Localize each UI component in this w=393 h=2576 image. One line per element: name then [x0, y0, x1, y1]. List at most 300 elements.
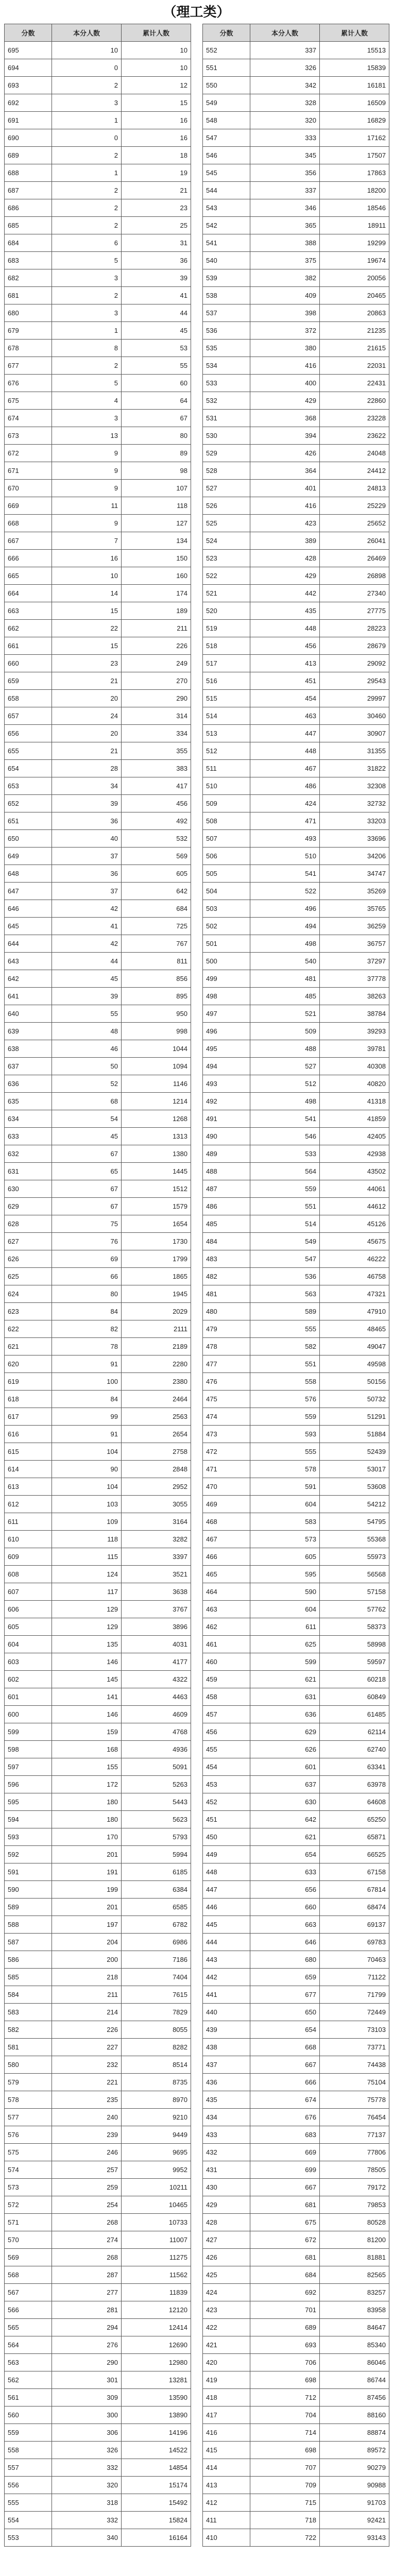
- count-cell: 201: [52, 1846, 122, 1863]
- table-row: [203, 2266, 389, 2284]
- score-cell: 488: [203, 1163, 250, 1180]
- score-cell: 644: [5, 935, 52, 953]
- count-cell: 69: [52, 1250, 122, 1268]
- cumulative-cell: 20465: [320, 287, 389, 304]
- score-cell: 673: [5, 427, 52, 445]
- table-row: [5, 322, 191, 340]
- cumulative-cell: 17162: [320, 129, 389, 147]
- table-row: [203, 2021, 389, 2039]
- score-cell: 549: [203, 94, 250, 112]
- score-cell: 423: [203, 2301, 250, 2319]
- cumulative-cell: 21235: [320, 322, 389, 340]
- count-cell: 337: [250, 42, 320, 59]
- table-row: [203, 1250, 389, 1268]
- count-cell: 527: [250, 1058, 320, 1075]
- table-row: [5, 2039, 191, 2056]
- cumulative-cell: 27340: [320, 585, 389, 602]
- count-cell: 684: [250, 2266, 320, 2284]
- count-cell: 424: [250, 795, 320, 812]
- cumulative-cell: 51884: [320, 1426, 389, 1443]
- table-row: [5, 1023, 191, 1040]
- score-cell: 682: [5, 269, 52, 287]
- count-cell: 583: [250, 1513, 320, 1531]
- table-row: [5, 287, 191, 304]
- score-cell: 435: [203, 2091, 250, 2109]
- score-cell: 460: [203, 1653, 250, 1671]
- score-cell: 447: [203, 1881, 250, 1899]
- table-row: [5, 1618, 191, 1636]
- cumulative-cell: 52439: [320, 1443, 389, 1461]
- table-row: [5, 1268, 191, 1285]
- score-cell: 429: [203, 2196, 250, 2214]
- score-cell: 542: [203, 217, 250, 234]
- count-cell: 226: [52, 2021, 122, 2039]
- cumulative-cell: 3397: [122, 1548, 191, 1566]
- count-cell: 135: [52, 1636, 122, 1653]
- score-cell: 555: [5, 2494, 52, 2512]
- count-cell: 104: [52, 1478, 122, 1496]
- cumulative-cell: 684: [122, 900, 191, 918]
- table-row: [5, 672, 191, 690]
- table-row: [203, 1566, 389, 1583]
- count-cell: 287: [52, 2266, 122, 2284]
- table-row: [5, 462, 191, 480]
- score-cell: 563: [5, 2354, 52, 2371]
- cumulative-cell: 1579: [122, 1198, 191, 1215]
- count-cell: 0: [52, 129, 122, 147]
- score-cell: 599: [5, 1723, 52, 1741]
- cumulative-cell: 42938: [320, 1145, 389, 1163]
- count-cell: 2: [52, 147, 122, 164]
- table-row: [203, 164, 389, 182]
- score-cell: 422: [203, 2319, 250, 2336]
- score-cell: 636: [5, 1075, 52, 1093]
- count-cell: 2: [52, 77, 122, 94]
- score-cell: 595: [5, 1793, 52, 1811]
- count-cell: 540: [250, 953, 320, 970]
- cumulative-cell: 16509: [320, 94, 389, 112]
- table-row: [5, 2214, 191, 2231]
- score-cell: 428: [203, 2214, 250, 2231]
- count-cell: 9: [52, 445, 122, 462]
- cumulative-cell: 2189: [122, 1338, 191, 1355]
- cumulative-cell: 70463: [320, 1951, 389, 1969]
- score-cell: 559: [5, 2424, 52, 2442]
- cumulative-cell: 53: [122, 340, 191, 357]
- table-row: [5, 812, 191, 830]
- score-cell: 467: [203, 1531, 250, 1548]
- cumulative-cell: 77806: [320, 2144, 389, 2161]
- score-cell: 510: [203, 777, 250, 795]
- cumulative-cell: 44: [122, 304, 191, 322]
- score-cell: 605: [5, 1618, 52, 1636]
- cumulative-cell: 90279: [320, 2459, 389, 2477]
- count-cell: 37: [52, 848, 122, 865]
- table-row: [203, 848, 389, 865]
- cumulative-cell: 35269: [320, 883, 389, 900]
- count-cell: 240: [52, 2109, 122, 2126]
- score-cell: 472: [203, 1443, 250, 1461]
- count-cell: 481: [250, 970, 320, 988]
- table-row: [5, 1548, 191, 1566]
- cumulative-cell: 39: [122, 269, 191, 287]
- score-cell: 485: [203, 1215, 250, 1233]
- table-row: [203, 953, 389, 970]
- table-row: [203, 340, 389, 357]
- score-cell: 482: [203, 1268, 250, 1285]
- count-cell: 625: [250, 1636, 320, 1653]
- table-row: [203, 515, 389, 532]
- count-cell: 6: [52, 234, 122, 252]
- table-row: [5, 2477, 191, 2494]
- count-cell: 3: [52, 94, 122, 112]
- cumulative-cell: 10465: [122, 2196, 191, 2214]
- table-row: [5, 2179, 191, 2196]
- count-cell: 300: [52, 2406, 122, 2424]
- score-cell: 618: [5, 1391, 52, 1408]
- cumulative-cell: 15839: [320, 59, 389, 77]
- count-cell: 100: [52, 1373, 122, 1391]
- count-cell: 276: [52, 2336, 122, 2354]
- cumulative-cell: 59597: [320, 1653, 389, 1671]
- table-row: [203, 2512, 389, 2529]
- cumulative-cell: 569: [122, 848, 191, 865]
- count-cell: 9: [52, 462, 122, 480]
- score-cell: 659: [5, 672, 52, 690]
- table-row: [5, 2371, 191, 2389]
- cumulative-cell: 2563: [122, 1408, 191, 1426]
- count-cell: 7: [52, 532, 122, 550]
- score-cell: 574: [5, 2161, 52, 2179]
- score-cell: 519: [203, 620, 250, 637]
- cumulative-cell: 334: [122, 725, 191, 742]
- score-cell: 522: [203, 567, 250, 585]
- count-cell: 595: [250, 1566, 320, 1583]
- table-row: [5, 637, 191, 655]
- table-row: [5, 725, 191, 742]
- count-cell: 1: [52, 164, 122, 182]
- table-row: [5, 988, 191, 1005]
- table-row: [5, 1951, 191, 1969]
- table-row: [203, 2389, 389, 2406]
- score-cell: 418: [203, 2389, 250, 2406]
- table-row: [5, 2459, 191, 2477]
- score-cell: 564: [5, 2336, 52, 2354]
- score-cell: 582: [5, 2021, 52, 2039]
- cumulative-cell: 1945: [122, 1285, 191, 1303]
- score-cell: 586: [5, 1951, 52, 1969]
- cumulative-cell: 22860: [320, 392, 389, 410]
- table-row: [5, 1233, 191, 1250]
- table-row: [5, 1671, 191, 1688]
- table-row: [203, 2319, 389, 2336]
- col-header-cumulative: 累计人数: [122, 24, 191, 42]
- cumulative-cell: 46758: [320, 1268, 389, 1285]
- table-row: [5, 1180, 191, 1198]
- table-row: [5, 199, 191, 217]
- table-row: [203, 655, 389, 672]
- table-row: [5, 2494, 191, 2512]
- score-cell: 617: [5, 1408, 52, 1426]
- score-cell: 492: [203, 1093, 250, 1110]
- score-cell: 494: [203, 1058, 250, 1075]
- score-cell: 556: [5, 2477, 52, 2494]
- cumulative-cell: 1313: [122, 1128, 191, 1145]
- cumulative-cell: 1094: [122, 1058, 191, 1075]
- table-row: [5, 2161, 191, 2179]
- cumulative-cell: 36259: [320, 918, 389, 935]
- cumulative-cell: 2380: [122, 1373, 191, 1391]
- score-cell: 470: [203, 1478, 250, 1496]
- table-row: [5, 1653, 191, 1671]
- count-cell: 442: [250, 585, 320, 602]
- count-cell: 683: [250, 2126, 320, 2144]
- cumulative-cell: 30907: [320, 725, 389, 742]
- count-cell: 232: [52, 2056, 122, 2074]
- count-cell: 259: [52, 2179, 122, 2196]
- cumulative-cell: 25: [122, 217, 191, 234]
- score-cell: 498: [203, 988, 250, 1005]
- score-cell: 506: [203, 848, 250, 865]
- cumulative-cell: 62740: [320, 1741, 389, 1758]
- cumulative-cell: 1865: [122, 1268, 191, 1285]
- score-cell: 631: [5, 1163, 52, 1180]
- score-cell: 668: [5, 515, 52, 532]
- score-cell: 569: [5, 2249, 52, 2266]
- cumulative-cell: 90988: [320, 2477, 389, 2494]
- table-row: [203, 1075, 389, 1093]
- cumulative-cell: 65871: [320, 1828, 389, 1846]
- score-cell: 434: [203, 2109, 250, 2126]
- score-cell: 657: [5, 707, 52, 725]
- cumulative-cell: 81881: [320, 2249, 389, 2266]
- table-row: [203, 1426, 389, 1443]
- cumulative-cell: 2952: [122, 1478, 191, 1496]
- table-row: [5, 1969, 191, 1986]
- score-cell: 410: [203, 2529, 250, 2547]
- score-cell: 497: [203, 1005, 250, 1023]
- count-cell: 709: [250, 2477, 320, 2494]
- count-cell: 320: [250, 112, 320, 129]
- score-cell: 576: [5, 2126, 52, 2144]
- count-cell: 117: [52, 1583, 122, 1601]
- cumulative-cell: 36757: [320, 935, 389, 953]
- score-cell: 587: [5, 1934, 52, 1951]
- table-row: [203, 1793, 389, 1811]
- table-row: [5, 2424, 191, 2442]
- score-cell: 444: [203, 1934, 250, 1951]
- cumulative-cell: 83257: [320, 2284, 389, 2301]
- cumulative-cell: 8514: [122, 2056, 191, 2074]
- score-cell: 571: [5, 2214, 52, 2231]
- table-row: [203, 970, 389, 988]
- table-row: [5, 2004, 191, 2021]
- table-row: [203, 1776, 389, 1793]
- cumulative-cell: 38263: [320, 988, 389, 1005]
- table-row: [203, 1093, 389, 1110]
- cumulative-cell: 60: [122, 375, 191, 392]
- count-cell: 235: [52, 2091, 122, 2109]
- score-cell: 577: [5, 2109, 52, 2126]
- cumulative-cell: 54795: [320, 1513, 389, 1531]
- score-cell: 520: [203, 602, 250, 620]
- count-cell: 309: [52, 2389, 122, 2406]
- count-cell: 172: [52, 1776, 122, 1793]
- cumulative-cell: 895: [122, 988, 191, 1005]
- count-cell: 496: [250, 900, 320, 918]
- count-cell: 559: [250, 1408, 320, 1426]
- count-cell: 306: [52, 2424, 122, 2442]
- score-cell: 557: [5, 2459, 52, 2477]
- score-cell: 476: [203, 1373, 250, 1391]
- score-cell: 477: [203, 1355, 250, 1373]
- table-row: [5, 1426, 191, 1443]
- score-cell: 553: [5, 2529, 52, 2547]
- count-cell: 67: [52, 1145, 122, 1163]
- cumulative-cell: 77137: [320, 2126, 389, 2144]
- table-row: [5, 953, 191, 970]
- table-row: [203, 2214, 389, 2231]
- score-cell: 573: [5, 2179, 52, 2196]
- table-row: [5, 760, 191, 777]
- score-cell: 475: [203, 1391, 250, 1408]
- table-row: [5, 742, 191, 760]
- table-row: [203, 1653, 389, 1671]
- cumulative-cell: 8282: [122, 2039, 191, 2056]
- count-cell: 676: [250, 2109, 320, 2126]
- count-cell: 99: [52, 1408, 122, 1426]
- cumulative-cell: 47910: [320, 1303, 389, 1320]
- cumulative-cell: 5623: [122, 1811, 191, 1828]
- count-cell: 326: [52, 2442, 122, 2459]
- cumulative-cell: 92421: [320, 2512, 389, 2529]
- score-cell: 625: [5, 1268, 52, 1285]
- page-title: （理工类）: [163, 4, 230, 20]
- count-cell: 9: [52, 480, 122, 497]
- cumulative-cell: 3767: [122, 1601, 191, 1618]
- count-cell: 197: [52, 1916, 122, 1934]
- count-cell: 454: [250, 690, 320, 707]
- cumulative-cell: 1146: [122, 1075, 191, 1093]
- count-cell: 20: [52, 690, 122, 707]
- cumulative-cell: 12980: [122, 2354, 191, 2371]
- cumulative-cell: 1654: [122, 1215, 191, 1233]
- table-row: [5, 1688, 191, 1706]
- score-cell: 623: [5, 1303, 52, 1320]
- table-row: [203, 2056, 389, 2074]
- count-cell: 168: [52, 1741, 122, 1758]
- count-cell: 268: [52, 2249, 122, 2266]
- count-cell: 340: [52, 2529, 122, 2547]
- cumulative-cell: 16181: [320, 77, 389, 94]
- count-cell: 52: [52, 1075, 122, 1093]
- score-cell: 500: [203, 953, 250, 970]
- table-row: [5, 2512, 191, 2529]
- cumulative-cell: 98: [122, 462, 191, 480]
- table-row: [203, 269, 389, 287]
- score-cell: 677: [5, 357, 52, 375]
- table-row: [203, 2126, 389, 2144]
- table-row: [203, 2039, 389, 2056]
- table-row: [203, 777, 389, 795]
- table-row: [203, 988, 389, 1005]
- cumulative-cell: 78505: [320, 2161, 389, 2179]
- table-row: [5, 147, 191, 164]
- table-row: [5, 1846, 191, 1863]
- count-cell: 16: [52, 550, 122, 567]
- score-cell: 656: [5, 725, 52, 742]
- score-cell: 684: [5, 234, 52, 252]
- score-cell: 437: [203, 2056, 250, 2074]
- table-row: [203, 585, 389, 602]
- cumulative-cell: 314: [122, 707, 191, 725]
- table-row: [203, 620, 389, 637]
- score-cell: 457: [203, 1706, 250, 1723]
- cumulative-cell: 6782: [122, 1916, 191, 1934]
- count-cell: 13: [52, 427, 122, 445]
- table-row: [5, 1601, 191, 1618]
- count-cell: 68: [52, 1093, 122, 1110]
- score-cell: 463: [203, 1601, 250, 1618]
- score-cell: 591: [5, 1863, 52, 1881]
- count-cell: 428: [250, 550, 320, 567]
- cumulative-cell: 3896: [122, 1618, 191, 1636]
- cumulative-cell: 2464: [122, 1391, 191, 1408]
- table-row: [5, 1741, 191, 1758]
- score-cell: 683: [5, 252, 52, 269]
- table-row: [5, 2109, 191, 2126]
- count-cell: 76: [52, 1233, 122, 1250]
- count-cell: 90: [52, 1461, 122, 1478]
- table-row: [203, 1811, 389, 1828]
- count-cell: 646: [250, 1934, 320, 1951]
- cumulative-cell: 63341: [320, 1758, 389, 1776]
- table-row: [5, 42, 191, 59]
- cumulative-cell: 6986: [122, 1934, 191, 1951]
- table-row: [5, 532, 191, 550]
- table-row: [203, 1145, 389, 1163]
- table-row: [203, 1233, 389, 1250]
- score-cell: 693: [5, 77, 52, 94]
- cumulative-cell: 15492: [122, 2494, 191, 2512]
- score-cell: 415: [203, 2442, 250, 2459]
- table-row: [5, 2442, 191, 2459]
- score-cell: 552: [203, 42, 250, 59]
- cumulative-cell: 456: [122, 795, 191, 812]
- cumulative-cell: 3055: [122, 1496, 191, 1513]
- table-row: [5, 935, 191, 953]
- score-cell: 534: [203, 357, 250, 375]
- score-cell: 424: [203, 2284, 250, 2301]
- table-row: [203, 1548, 389, 1566]
- table-row: [5, 480, 191, 497]
- count-cell: 145: [52, 1671, 122, 1688]
- count-cell: 159: [52, 1723, 122, 1741]
- table-row: [203, 287, 389, 304]
- count-cell: 589: [250, 1303, 320, 1320]
- count-cell: 555: [250, 1320, 320, 1338]
- cumulative-cell: 950: [122, 1005, 191, 1023]
- table-row: [5, 1583, 191, 1601]
- cumulative-cell: 13281: [122, 2371, 191, 2389]
- cumulative-cell: 24048: [320, 445, 389, 462]
- table-row: [5, 1934, 191, 1951]
- count-cell: 576: [250, 1391, 320, 1408]
- count-cell: 368: [250, 410, 320, 427]
- cumulative-cell: 21615: [320, 340, 389, 357]
- count-cell: 115: [52, 1548, 122, 1566]
- table-row: [5, 620, 191, 637]
